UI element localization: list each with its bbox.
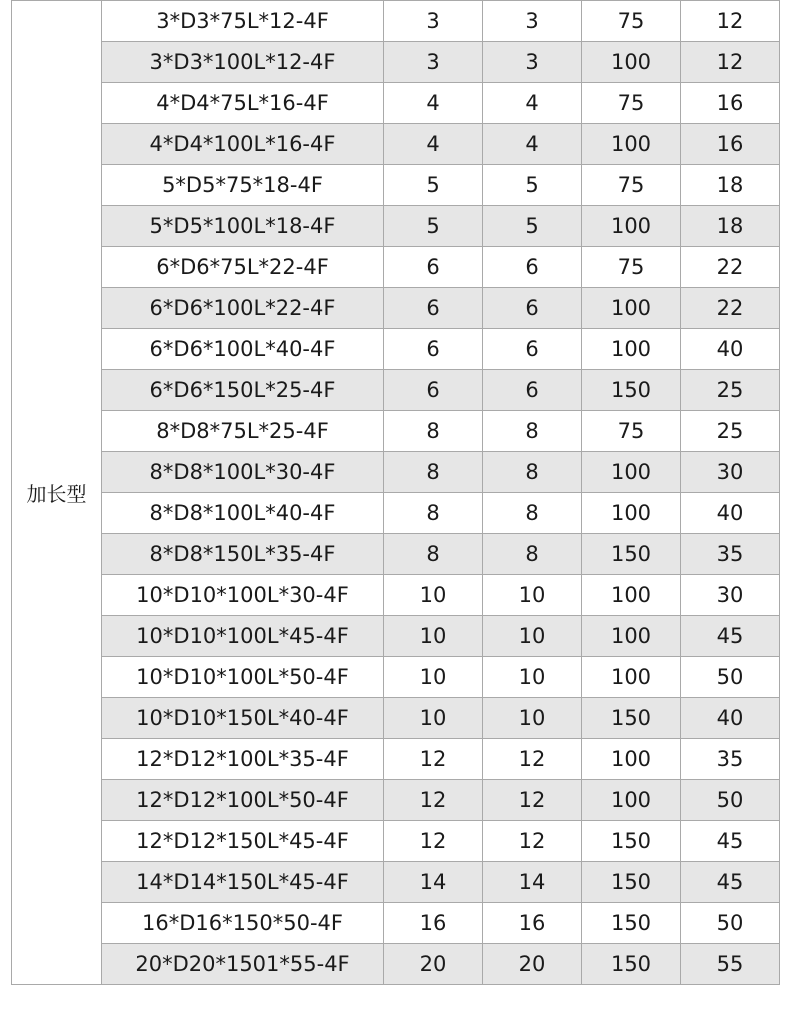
shank-cell: 8 bbox=[483, 411, 582, 452]
shank-cell: 10 bbox=[483, 616, 582, 657]
shank-cell: 12 bbox=[483, 739, 582, 780]
flute-length-cell: 35 bbox=[681, 534, 780, 575]
table-row bbox=[12, 780, 780, 821]
model-cell: 3*D3*75L*12-4F bbox=[102, 1, 384, 42]
table-row bbox=[12, 657, 780, 698]
flute-length-cell: 22 bbox=[681, 247, 780, 288]
table-row bbox=[12, 1, 780, 42]
diameter-cell: 3 bbox=[384, 42, 483, 83]
shank-cell: 5 bbox=[483, 206, 582, 247]
length-cell: 150 bbox=[582, 821, 681, 862]
diameter-cell: 12 bbox=[384, 821, 483, 862]
flute-length-cell: 45 bbox=[681, 862, 780, 903]
length-cell: 100 bbox=[582, 575, 681, 616]
spec-table-container bbox=[11, 0, 780, 985]
shank-cell: 6 bbox=[483, 329, 582, 370]
flute-length-cell: 45 bbox=[681, 821, 780, 862]
diameter-cell: 16 bbox=[384, 903, 483, 944]
length-cell: 75 bbox=[582, 165, 681, 206]
diameter-cell: 6 bbox=[384, 370, 483, 411]
flute-length-cell: 12 bbox=[681, 1, 780, 42]
model-cell: 5*D5*100L*18-4F bbox=[102, 206, 384, 247]
length-cell: 150 bbox=[582, 862, 681, 903]
table-row bbox=[12, 288, 780, 329]
diameter-cell: 10 bbox=[384, 657, 483, 698]
model-cell: 20*D20*1501*55-4F bbox=[102, 944, 384, 985]
flute-length-cell: 50 bbox=[681, 903, 780, 944]
shank-cell: 12 bbox=[483, 821, 582, 862]
diameter-cell: 6 bbox=[384, 247, 483, 288]
length-cell: 100 bbox=[582, 657, 681, 698]
diameter-cell: 8 bbox=[384, 452, 483, 493]
model-cell: 10*D10*150L*40-4F bbox=[102, 698, 384, 739]
diameter-cell: 10 bbox=[384, 698, 483, 739]
flute-length-cell: 18 bbox=[681, 165, 780, 206]
length-cell: 75 bbox=[582, 83, 681, 124]
table-row bbox=[12, 42, 780, 83]
diameter-cell: 10 bbox=[384, 616, 483, 657]
shank-cell: 14 bbox=[483, 862, 582, 903]
model-cell: 6*D6*75L*22-4F bbox=[102, 247, 384, 288]
shank-cell: 8 bbox=[483, 493, 582, 534]
length-cell: 100 bbox=[582, 42, 681, 83]
length-cell: 100 bbox=[582, 780, 681, 821]
model-cell: 14*D14*150L*45-4F bbox=[102, 862, 384, 903]
diameter-cell: 8 bbox=[384, 493, 483, 534]
length-cell: 100 bbox=[582, 288, 681, 329]
length-cell: 100 bbox=[582, 452, 681, 493]
model-cell: 10*D10*100L*45-4F bbox=[102, 616, 384, 657]
model-cell: 5*D5*75*18-4F bbox=[102, 165, 384, 206]
shank-cell: 8 bbox=[483, 452, 582, 493]
flute-length-cell: 50 bbox=[681, 780, 780, 821]
table-row bbox=[12, 411, 780, 452]
shank-cell: 6 bbox=[483, 247, 582, 288]
length-cell: 75 bbox=[582, 247, 681, 288]
model-cell: 12*D12*100L*35-4F bbox=[102, 739, 384, 780]
category-cell: 加长型 bbox=[12, 1, 102, 985]
flute-length-cell: 12 bbox=[681, 42, 780, 83]
model-cell: 4*D4*100L*16-4F bbox=[102, 124, 384, 165]
shank-cell: 8 bbox=[483, 534, 582, 575]
diameter-cell: 5 bbox=[384, 206, 483, 247]
length-cell: 100 bbox=[582, 124, 681, 165]
table-row bbox=[12, 698, 780, 739]
shank-cell: 6 bbox=[483, 288, 582, 329]
shank-cell: 12 bbox=[483, 780, 582, 821]
flute-length-cell: 16 bbox=[681, 83, 780, 124]
table-row bbox=[12, 206, 780, 247]
table-row bbox=[12, 903, 780, 944]
length-cell: 100 bbox=[582, 206, 681, 247]
model-cell: 12*D12*100L*50-4F bbox=[102, 780, 384, 821]
shank-cell: 5 bbox=[483, 165, 582, 206]
flute-length-cell: 25 bbox=[681, 411, 780, 452]
shank-cell: 10 bbox=[483, 657, 582, 698]
diameter-cell: 4 bbox=[384, 124, 483, 165]
length-cell: 150 bbox=[582, 903, 681, 944]
model-cell: 10*D10*100L*30-4F bbox=[102, 575, 384, 616]
shank-cell: 4 bbox=[483, 83, 582, 124]
table-row bbox=[12, 165, 780, 206]
length-cell: 100 bbox=[582, 616, 681, 657]
model-cell: 8*D8*100L*30-4F bbox=[102, 452, 384, 493]
table-row bbox=[12, 821, 780, 862]
table-row bbox=[12, 83, 780, 124]
diameter-cell: 3 bbox=[384, 1, 483, 42]
diameter-cell: 20 bbox=[384, 944, 483, 985]
table-row bbox=[12, 616, 780, 657]
diameter-cell: 12 bbox=[384, 780, 483, 821]
table-row bbox=[12, 247, 780, 288]
model-cell: 8*D8*75L*25-4F bbox=[102, 411, 384, 452]
shank-cell: 10 bbox=[483, 575, 582, 616]
table-row bbox=[12, 944, 780, 985]
model-cell: 6*D6*150L*25-4F bbox=[102, 370, 384, 411]
shank-cell: 4 bbox=[483, 124, 582, 165]
model-cell: 16*D16*150*50-4F bbox=[102, 903, 384, 944]
table-row bbox=[12, 862, 780, 903]
model-cell: 10*D10*100L*50-4F bbox=[102, 657, 384, 698]
flute-length-cell: 25 bbox=[681, 370, 780, 411]
flute-length-cell: 55 bbox=[681, 944, 780, 985]
shank-cell: 16 bbox=[483, 903, 582, 944]
flute-length-cell: 22 bbox=[681, 288, 780, 329]
length-cell: 100 bbox=[582, 493, 681, 534]
flute-length-cell: 30 bbox=[681, 452, 780, 493]
spec-table-body bbox=[12, 1, 780, 985]
length-cell: 100 bbox=[582, 739, 681, 780]
flute-length-cell: 40 bbox=[681, 493, 780, 534]
shank-cell: 20 bbox=[483, 944, 582, 985]
table-row bbox=[12, 575, 780, 616]
table-row bbox=[12, 124, 780, 165]
length-cell: 150 bbox=[582, 698, 681, 739]
spec-table bbox=[11, 0, 780, 985]
diameter-cell: 6 bbox=[384, 288, 483, 329]
length-cell: 75 bbox=[582, 411, 681, 452]
shank-cell: 6 bbox=[483, 370, 582, 411]
table-row bbox=[12, 329, 780, 370]
model-cell: 6*D6*100L*40-4F bbox=[102, 329, 384, 370]
length-cell: 75 bbox=[582, 1, 681, 42]
table-row bbox=[12, 534, 780, 575]
diameter-cell: 5 bbox=[384, 165, 483, 206]
flute-length-cell: 35 bbox=[681, 739, 780, 780]
shank-cell: 3 bbox=[483, 1, 582, 42]
flute-length-cell: 45 bbox=[681, 616, 780, 657]
table-row bbox=[12, 370, 780, 411]
length-cell: 150 bbox=[582, 534, 681, 575]
shank-cell: 10 bbox=[483, 698, 582, 739]
flute-length-cell: 16 bbox=[681, 124, 780, 165]
flute-length-cell: 40 bbox=[681, 698, 780, 739]
model-cell: 3*D3*100L*12-4F bbox=[102, 42, 384, 83]
model-cell: 8*D8*150L*35-4F bbox=[102, 534, 384, 575]
diameter-cell: 8 bbox=[384, 411, 483, 452]
model-cell: 6*D6*100L*22-4F bbox=[102, 288, 384, 329]
flute-length-cell: 50 bbox=[681, 657, 780, 698]
diameter-cell: 14 bbox=[384, 862, 483, 903]
model-cell: 4*D4*75L*16-4F bbox=[102, 83, 384, 124]
flute-length-cell: 30 bbox=[681, 575, 780, 616]
diameter-cell: 6 bbox=[384, 329, 483, 370]
table-row bbox=[12, 452, 780, 493]
diameter-cell: 8 bbox=[384, 534, 483, 575]
table-row bbox=[12, 493, 780, 534]
diameter-cell: 4 bbox=[384, 83, 483, 124]
model-cell: 12*D12*150L*45-4F bbox=[102, 821, 384, 862]
flute-length-cell: 18 bbox=[681, 206, 780, 247]
diameter-cell: 10 bbox=[384, 575, 483, 616]
model-cell: 8*D8*100L*40-4F bbox=[102, 493, 384, 534]
table-row bbox=[12, 739, 780, 780]
length-cell: 150 bbox=[582, 944, 681, 985]
length-cell: 150 bbox=[582, 370, 681, 411]
shank-cell: 3 bbox=[483, 42, 582, 83]
flute-length-cell: 40 bbox=[681, 329, 780, 370]
length-cell: 100 bbox=[582, 329, 681, 370]
diameter-cell: 12 bbox=[384, 739, 483, 780]
